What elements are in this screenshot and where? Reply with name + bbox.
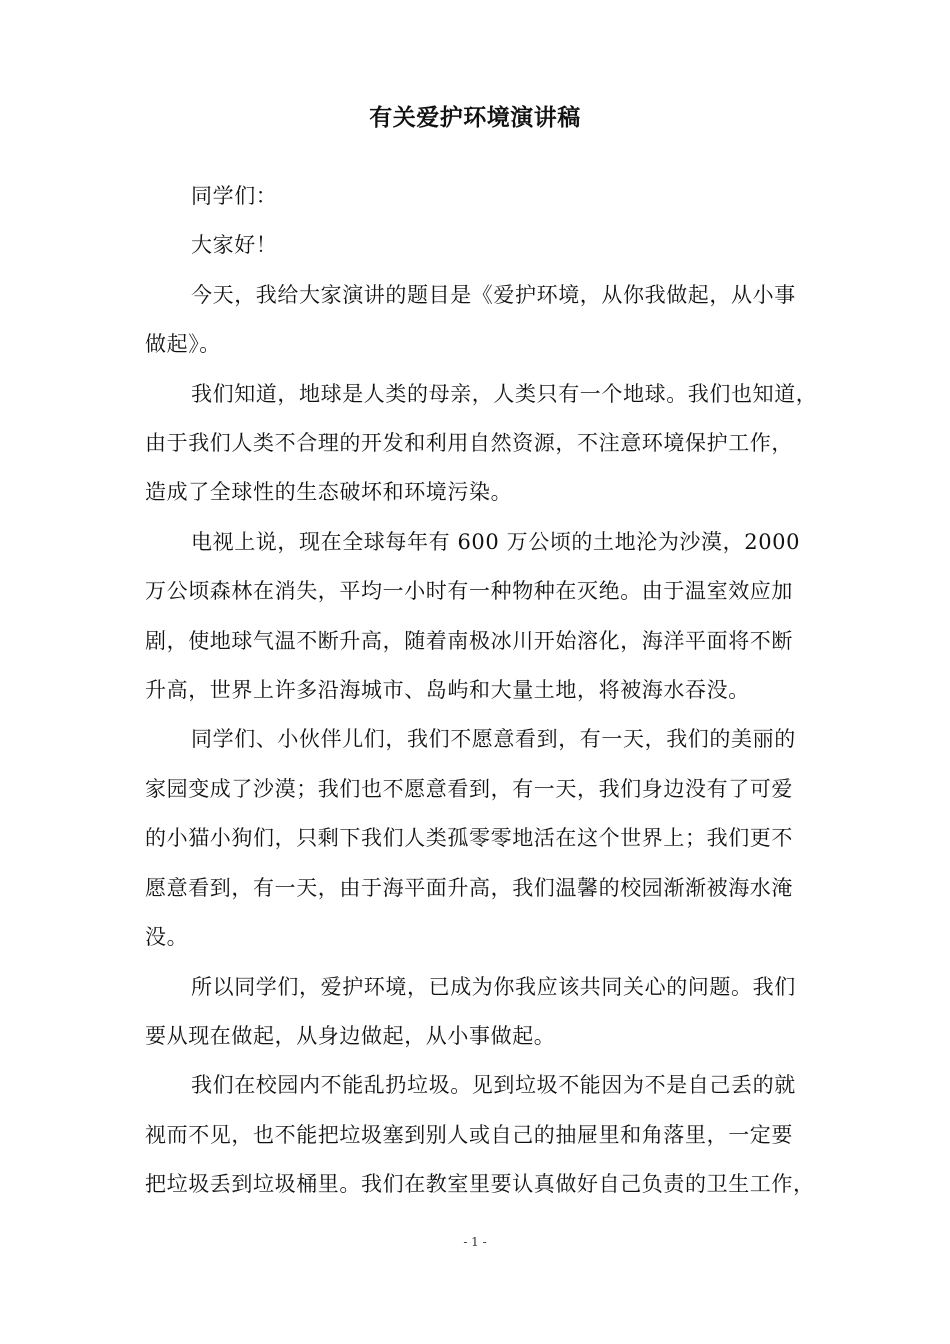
paragraph-line: 愿意看到，有一天，由于海平面升高，我们温馨的校园渐渐被海水淹 xyxy=(145,875,793,900)
paragraph xyxy=(145,715,817,962)
document-title: 有关爱护环境演讲稿 xyxy=(369,104,581,131)
paragraph-line: 造成了全球性的生态破坏和环境污染。 xyxy=(145,480,513,505)
paragraph-line: 家园变成了沙漠；我们也不愿意看到，有一天，我们身边没有了可爱 xyxy=(145,776,793,801)
paragraph xyxy=(145,172,817,221)
paragraph xyxy=(145,370,817,518)
paragraph-line: 同学们、小伙伴儿们，我们不愿意看到，有一天，我们的美丽的 xyxy=(191,727,796,752)
paragraph-line: 剧，使地球气温不断升高，随着南极冰川开始溶化，海洋平面将不断 xyxy=(145,628,793,653)
paragraph xyxy=(145,518,817,716)
paragraph-line: 把垃圾丢到垃圾桶里。我们在教室里要认真做好自己负责的卫生工作， xyxy=(145,1172,815,1197)
document-body xyxy=(145,172,817,1210)
paragraph-line: 所以同学们，爱护环境，已成为你我应该共同关心的问题。我们 xyxy=(191,974,796,999)
paragraph xyxy=(145,1061,817,1209)
paragraph-line: 我们在校园内不能乱扔垃圾。见到垃圾不能因为不是自己丢的就 xyxy=(191,1073,796,1098)
paragraph-line: 大家好！ xyxy=(191,233,278,258)
paragraph xyxy=(145,963,817,1062)
paragraph-line: 电视上说，现在全球每年有 600 万公顷的土地沦为沙漠，2000 xyxy=(191,529,801,554)
paragraph-line: 今天，我给大家演讲的题目是《爱护环境，从你我做起，从小事 xyxy=(191,282,796,307)
paragraph xyxy=(145,271,817,370)
paragraph xyxy=(145,221,817,270)
paragraph-line: 没。 xyxy=(145,925,189,950)
paragraph-line: 视而不见，也不能把垃圾塞到别人或自己的抽屉里和角落里，一定要 xyxy=(145,1122,793,1147)
paragraph-line: 要从现在做起，从身边做起，从小事做起。 xyxy=(145,1023,556,1048)
paragraph-line: 做起》。 xyxy=(145,332,221,357)
page-number: - 1 - xyxy=(463,1235,487,1249)
paragraph-line: 由于我们人类不合理的开发和利用自然资源，不注意环境保护工作， xyxy=(145,431,793,456)
paragraph-line: 万公顷森林在消失，平均一小时有一种物种在灭绝。由于温室效应加 xyxy=(145,579,793,604)
paragraph-line: 同学们： xyxy=(191,184,278,208)
paragraph-line: 我们知道，地球是人类的母亲，人类只有一个地球。我们也知道， xyxy=(191,381,817,406)
paragraph-line: 的小猫小狗们，只剩下我们人类孤零零地活在这个世界上；我们更不 xyxy=(145,826,793,851)
paragraph-line: 升高，世界上许多沿海城市、岛屿和大量土地，将被海水吞没。 xyxy=(145,678,750,703)
